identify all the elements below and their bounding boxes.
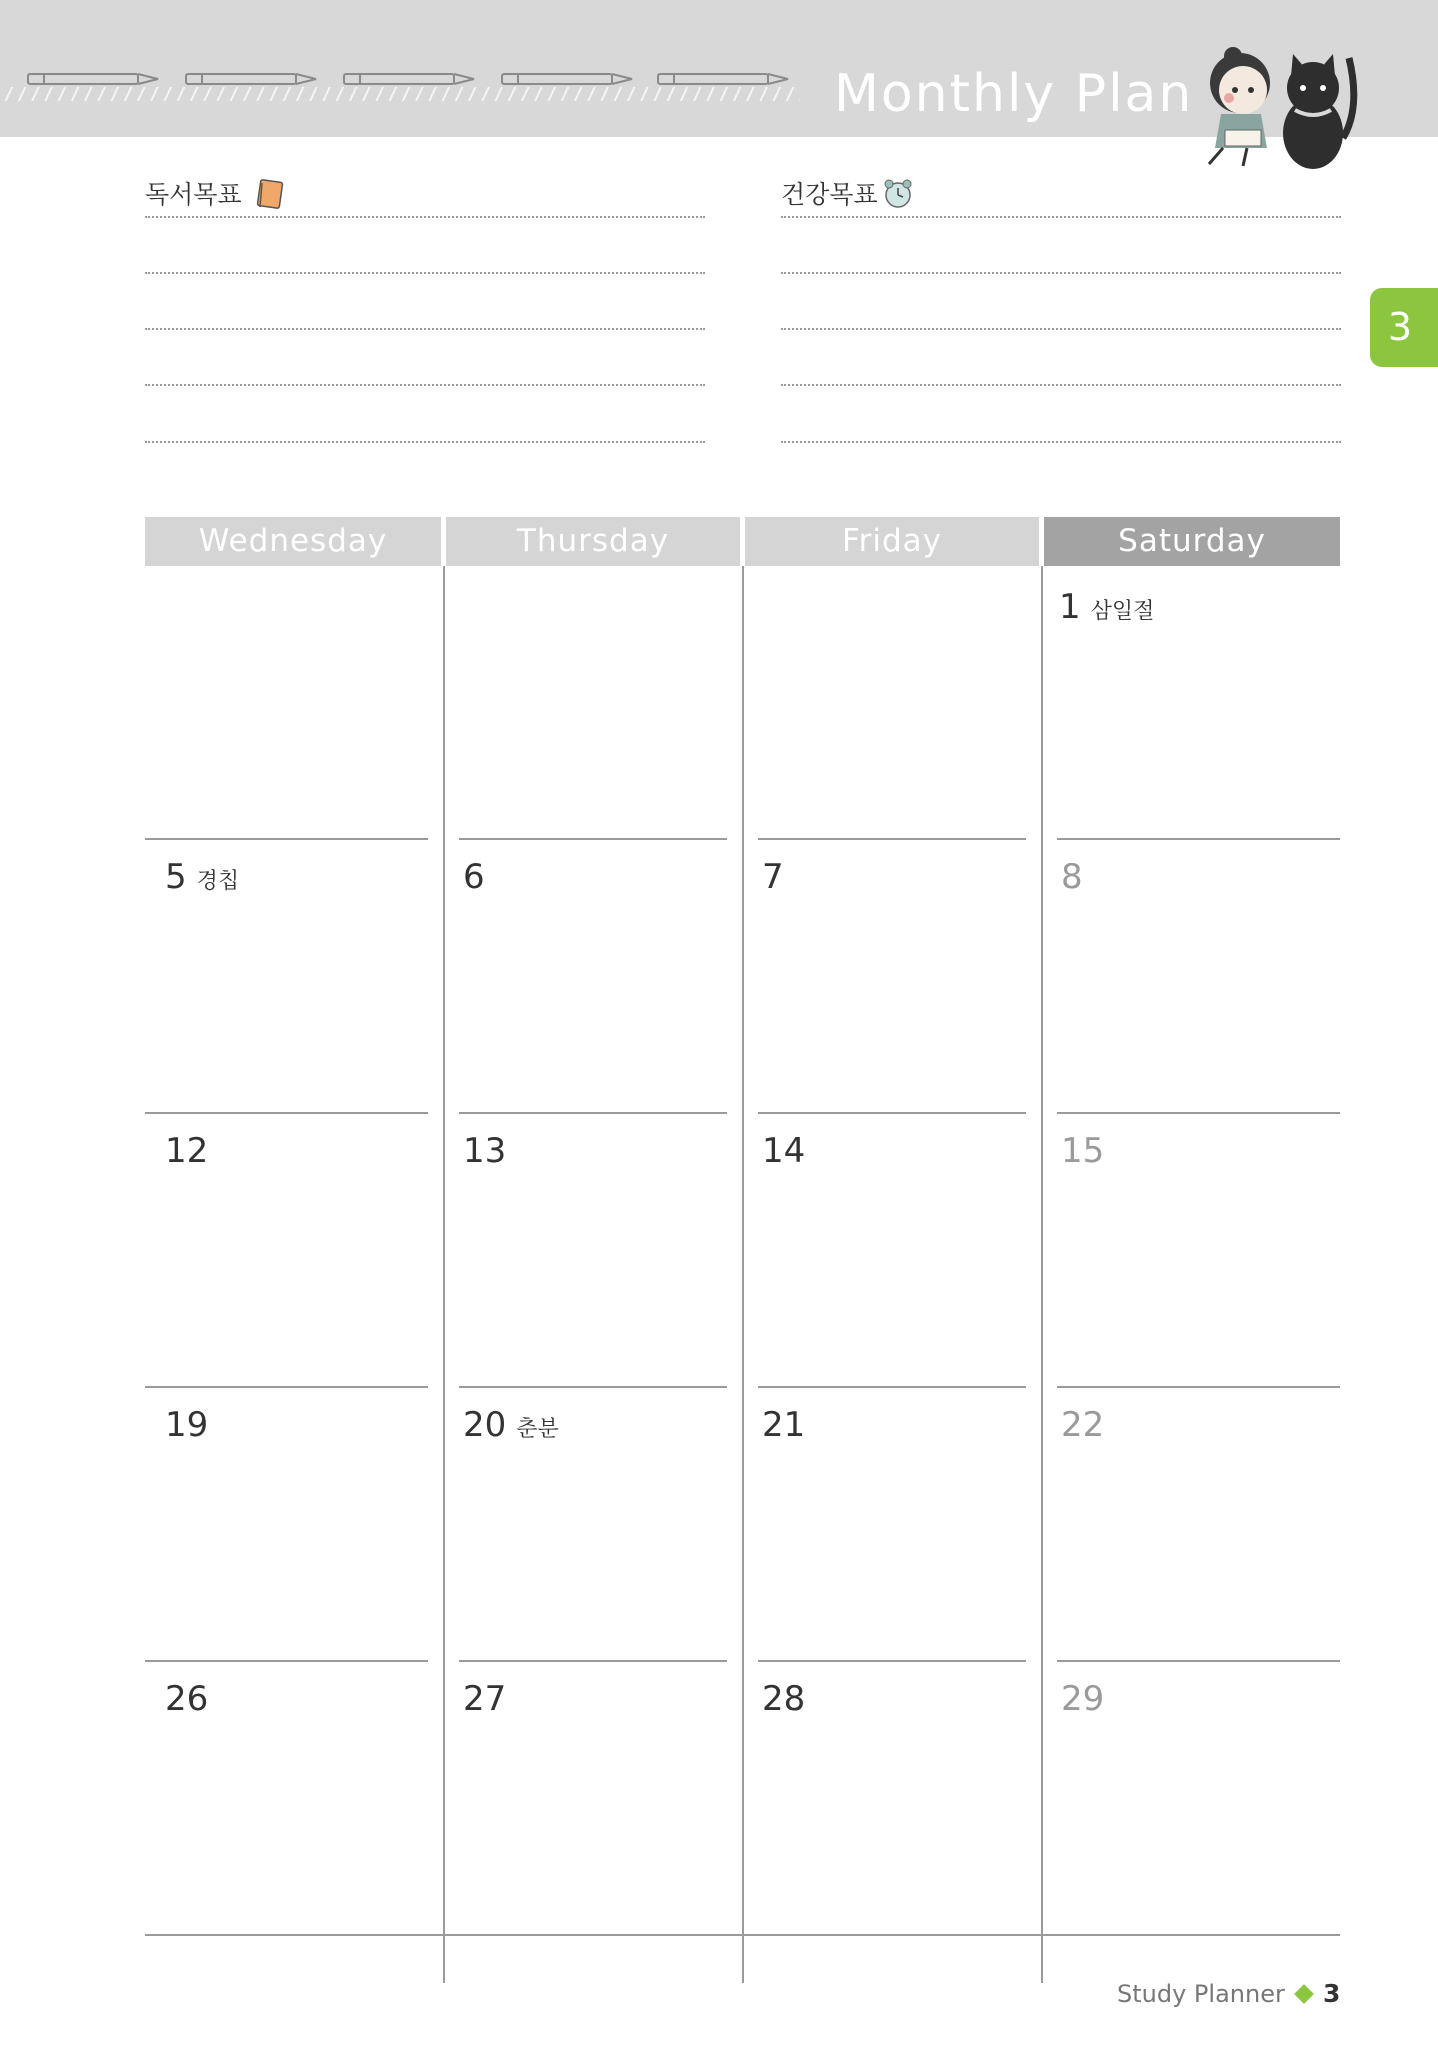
row-divider	[758, 1386, 1026, 1388]
row-divider	[1057, 1386, 1340, 1388]
date-number: 6	[463, 857, 485, 897]
calendar-cell-date[interactable]	[456, 587, 466, 627]
calendar-cell-date[interactable]	[1061, 1405, 1114, 1445]
reading-goal-line[interactable]	[145, 441, 705, 443]
day-header-saturday: Saturday	[1044, 517, 1340, 566]
date-number: 22	[1061, 1405, 1105, 1445]
date-number: 28	[762, 1679, 806, 1719]
pencil-icon	[344, 74, 474, 84]
holiday-label: 경칩	[196, 869, 240, 894]
row-divider	[758, 838, 1026, 840]
column-divider	[443, 566, 445, 1983]
date-number: 13	[463, 1131, 507, 1171]
diamond-icon	[1294, 1984, 1314, 2004]
date-number: 7	[762, 857, 784, 897]
health-goal-line[interactable]	[781, 441, 1341, 443]
day-header-thursday: Thursday	[446, 517, 740, 566]
row-divider	[1057, 1112, 1340, 1114]
page-title: Monthly Plan	[834, 64, 1194, 124]
calendar-cell-date[interactable]	[762, 1405, 815, 1445]
calendar-cell-date[interactable]	[762, 857, 794, 897]
calendar-cell-date[interactable]	[165, 857, 239, 897]
row-divider	[1057, 838, 1340, 840]
date-number: 27	[463, 1679, 507, 1719]
calendar-cell-date[interactable]	[1061, 1131, 1114, 1171]
row-divider	[1057, 1660, 1340, 1662]
pencil-icon	[658, 74, 788, 84]
column-divider	[1041, 566, 1043, 1983]
alarm-clock-icon	[881, 177, 915, 211]
calendar-cell-date[interactable]	[1059, 587, 1154, 627]
date-number: 20	[463, 1405, 507, 1445]
month-tab-label: 3	[1387, 305, 1412, 349]
date-number: 1	[1059, 587, 1081, 627]
date-number: 21	[762, 1405, 806, 1445]
calendar-cell-date[interactable]	[755, 587, 765, 627]
calendar-cell-date[interactable]	[762, 1131, 815, 1171]
row-divider	[459, 1660, 727, 1662]
day-header-friday: Friday	[745, 517, 1039, 566]
calendar-cell-date[interactable]	[165, 1405, 218, 1445]
calendar-cell-date[interactable]	[1061, 857, 1093, 897]
column-divider	[742, 566, 744, 1983]
date-number: 19	[165, 1405, 209, 1445]
row-divider	[459, 1386, 727, 1388]
date-number: 5	[165, 857, 187, 897]
health-goal-label: 건강목표	[781, 180, 878, 209]
row-divider	[459, 838, 727, 840]
calendar-cell-date[interactable]	[463, 1679, 516, 1719]
holiday-label: 춘분	[516, 1417, 559, 1442]
pencil-icon	[502, 74, 632, 84]
date-number: 26	[165, 1679, 209, 1719]
pencil-icon	[28, 74, 158, 84]
reading-goal-line[interactable]	[145, 328, 705, 330]
holiday-label: 삼일절	[1090, 599, 1155, 624]
row-divider	[145, 1660, 428, 1662]
date-number: 12	[165, 1131, 209, 1171]
calendar-cell-date[interactable]	[463, 857, 495, 897]
month-tab[interactable]	[1370, 288, 1438, 367]
health-goal-line[interactable]	[781, 328, 1341, 330]
book-icon	[253, 177, 287, 211]
calendar-cell-date[interactable]	[165, 1679, 218, 1719]
reading-goal-line[interactable]	[145, 216, 705, 218]
health-goal-line[interactable]	[781, 216, 1341, 218]
calendar-bottom-line	[145, 1934, 1340, 1936]
row-divider	[758, 1660, 1026, 1662]
health-goal-line[interactable]	[781, 272, 1341, 274]
date-number: 29	[1061, 1679, 1105, 1719]
health-goal-line[interactable]	[781, 384, 1341, 386]
row-divider	[145, 1112, 428, 1114]
row-divider	[758, 1112, 1026, 1114]
calendar-cell-date[interactable]	[1061, 1679, 1114, 1719]
calendar-cell-date[interactable]	[463, 1405, 559, 1445]
date-number: 8	[1061, 857, 1083, 897]
date-number: 14	[762, 1131, 806, 1171]
reading-goal-line[interactable]	[145, 272, 705, 274]
row-divider	[459, 1112, 727, 1114]
row-divider	[145, 838, 428, 840]
reading-goal-line[interactable]	[145, 384, 705, 386]
girl-and-cat-illustration	[1185, 38, 1365, 178]
calendar-cell-date[interactable]	[165, 1131, 218, 1171]
calendar-cell-date[interactable]	[463, 1131, 516, 1171]
date-number: 15	[1061, 1131, 1105, 1171]
pencil-icon	[186, 74, 316, 84]
footer-label: Study Planner	[1117, 1980, 1285, 2008]
row-divider	[145, 1386, 428, 1388]
day-header-wednesday: Wednesday	[145, 517, 441, 566]
calendar-cell-date[interactable]	[762, 1679, 815, 1719]
page-number: 3	[1323, 1979, 1341, 2008]
calendar-cell-date[interactable]	[157, 587, 167, 627]
pencil-row-decoration	[26, 68, 806, 90]
reading-goal-label: 독서목표	[145, 180, 242, 209]
